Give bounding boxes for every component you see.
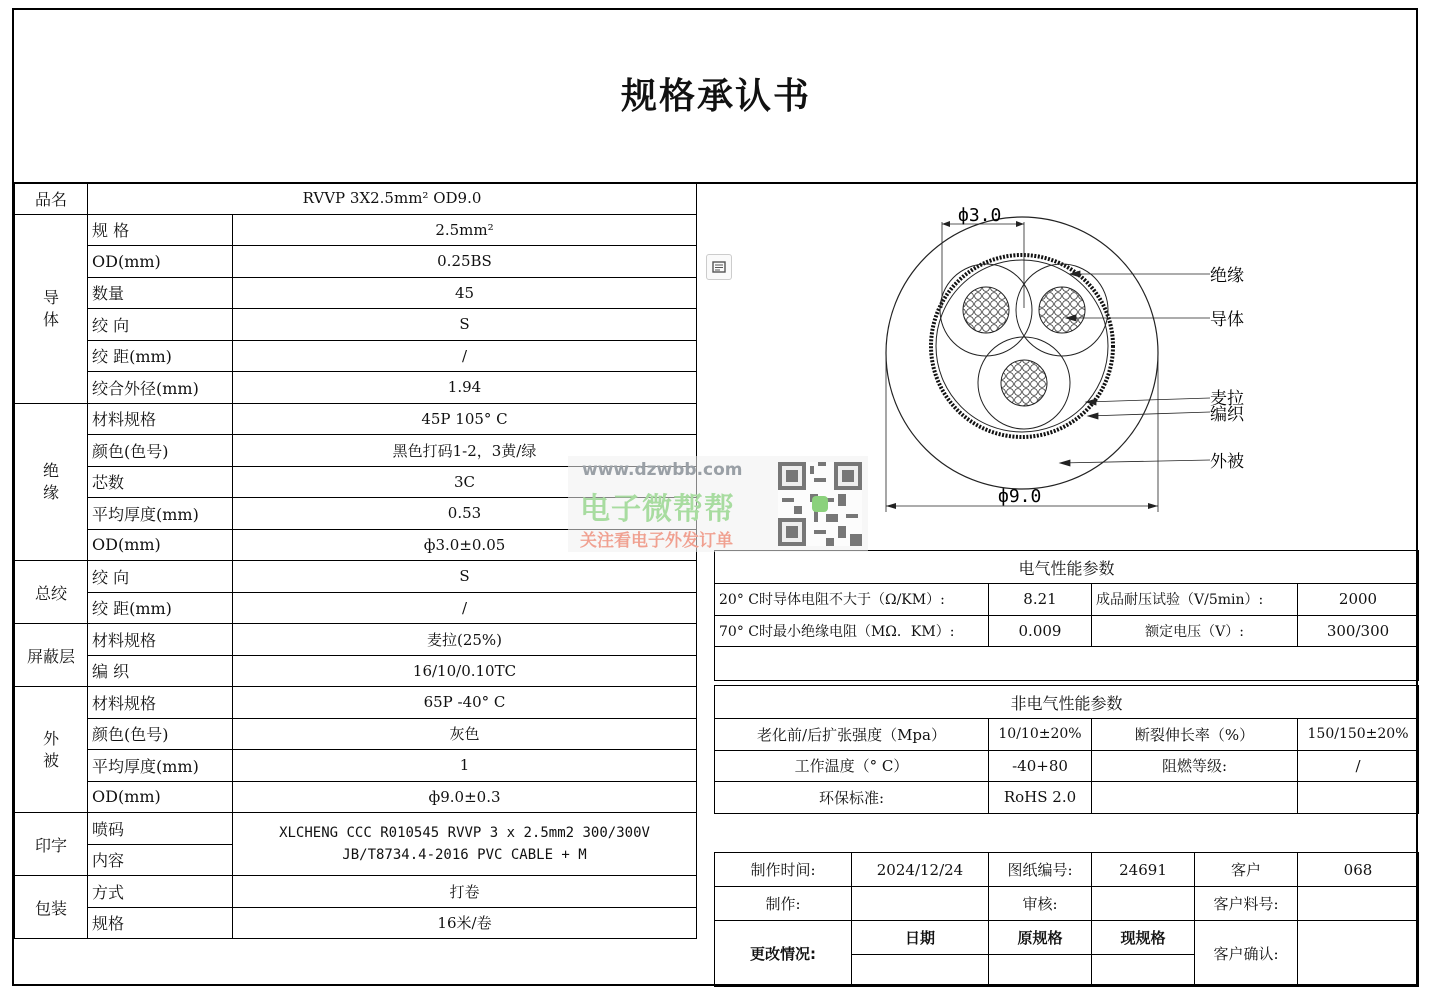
table-row (715, 686, 1419, 719)
row-value: ф3.0±0.05 (233, 529, 697, 561)
outer-jacket-ring (886, 217, 1158, 489)
group-packing: 包装 (15, 876, 88, 939)
watermark-url: www.dzwbb.com (582, 460, 743, 480)
product-value: RVVP 3X2.5mm² OD9.0 (88, 183, 697, 215)
nonelec-label: 断裂伸长率（%） (1092, 719, 1298, 751)
watermark-slogan: 关注看电子外发订单 (580, 531, 733, 551)
row-value: S (233, 309, 697, 341)
elec-value: 8.21 (989, 584, 1092, 616)
table-row (15, 907, 697, 939)
table-row (715, 615, 1419, 647)
crop-frame-icon[interactable] (706, 254, 732, 280)
table-row (15, 655, 697, 687)
row-value: 0.25BS (233, 246, 697, 278)
nonelec-label: 工作温度（° C） (715, 750, 989, 782)
row-label: 绞 距(mm) (88, 592, 233, 624)
change-current (1092, 955, 1195, 987)
page-title: 规格承认书 (620, 75, 811, 117)
drawing-no-label: 图纸编号: (989, 853, 1092, 887)
row-value: 16/10/0.10TC (233, 655, 697, 687)
table-row (15, 813, 697, 845)
row-label: 内容 (88, 844, 233, 876)
nonelec-value: 150/150±20% (1298, 719, 1419, 751)
row-label: 喷码 (88, 813, 233, 845)
row-label: OD(mm) (88, 246, 233, 278)
row-value: 2.5mm² (233, 214, 697, 246)
braid-ring (931, 255, 1113, 437)
row-value: / (233, 340, 697, 372)
change-original (989, 955, 1092, 987)
elec-value: 0.009 (989, 615, 1092, 647)
row-label: 颜色(色号) (88, 435, 233, 467)
make-time-label: 制作时间: (715, 853, 852, 887)
nonelec-value (1298, 782, 1419, 814)
non-electrical-table (714, 685, 1419, 814)
row-label: 绞合外径(mm) (88, 372, 233, 404)
row-label: 规格 (88, 907, 233, 939)
customer-confirm-label: 客户确认: (1195, 921, 1298, 987)
nonelec-value: RoHS 2.0 (989, 782, 1092, 814)
row-value: 打卷 (233, 876, 697, 908)
original-spec-header: 原规格 (989, 921, 1092, 955)
group-shield: 屏蔽层 (15, 624, 88, 687)
electrical-header: 电气性能参数 (715, 551, 1419, 584)
customer-part-value (1298, 887, 1419, 921)
row-value: 3C (233, 466, 697, 498)
customer-value: 068 (1298, 853, 1419, 887)
qr-code-icon (778, 462, 862, 546)
row-value: S (233, 561, 697, 593)
group-printing: 印字 (15, 813, 88, 876)
table-row (15, 277, 697, 309)
row-value: 0.53 (233, 498, 697, 530)
row-label: 绞 向 (88, 561, 233, 593)
date-column-header: 日期 (852, 921, 989, 955)
elec-label: 70° C时最小绝缘电阻（MΩ．KM）: (715, 615, 989, 647)
print-line-1: XLCHENG CCC R010545 RVVP 3 x 2.5mm2 300/300V (279, 825, 650, 841)
row-label: 芯数 (88, 466, 233, 498)
drawing-no-value: 24691 (1092, 853, 1195, 887)
change-label: 更改情况: (715, 921, 852, 987)
core-bottom (978, 337, 1070, 429)
callout-conductor: 导体 (1210, 310, 1244, 330)
table-row (15, 309, 697, 341)
row-value: 黑色打码1-2，3黄/绿 (233, 435, 697, 467)
nonelec-label: 老化前/后扩张强度（Mpa） (715, 719, 989, 751)
reviewer-label: 审核: (989, 887, 1092, 921)
row-label: 材料规格 (88, 403, 233, 435)
table-row (715, 887, 1419, 921)
table-row (715, 719, 1419, 751)
table-row (715, 647, 1419, 681)
table-row (715, 853, 1419, 887)
nonelec-label: 环保标准: (715, 782, 989, 814)
callout-jacket: 外被 (1210, 452, 1244, 472)
row-value: ф9.0±0.3 (233, 781, 697, 813)
row-label: 颜色(色号) (88, 718, 233, 750)
table-row (15, 403, 697, 435)
table-row (15, 592, 697, 624)
maker-value (852, 887, 989, 921)
row-label: 绞 距(mm) (88, 340, 233, 372)
cable-cross-section-diagram (870, 188, 1290, 518)
table-row (715, 921, 1419, 955)
inner-dim-label: ф3.0 (958, 205, 1002, 226)
outer-dim-label: ф9.0 (998, 486, 1042, 507)
watermark (568, 456, 868, 552)
row-label: OD(mm) (88, 781, 233, 813)
row-label: 材料规格 (88, 687, 233, 719)
callout-braid: 编织 (1210, 405, 1244, 425)
spec-table (14, 182, 697, 939)
row-value: 灰色 (233, 718, 697, 750)
table-row (715, 584, 1419, 616)
table-row (715, 782, 1419, 814)
row-value: 16米/卷 (233, 907, 697, 939)
print-content (233, 813, 697, 876)
row-value: 1 (233, 750, 697, 782)
nonelec-value: 10/10±20% (989, 719, 1092, 751)
table-row (15, 561, 697, 593)
table-row (15, 687, 697, 719)
row-value: 65P -40° C (233, 687, 697, 719)
row-value: 45P 105° C (233, 403, 697, 435)
product-label: 品名 (15, 183, 88, 215)
reviewer-value (1092, 887, 1195, 921)
nonelec-value: -40+80 (989, 750, 1092, 782)
table-row (15, 750, 697, 782)
table-row (15, 876, 697, 908)
table-row (715, 551, 1419, 584)
group-twist: 总绞 (15, 561, 88, 624)
elec-label: 20° C时导体电阻不大于（Ω/KM）: (715, 584, 989, 616)
elec-value: 300/300 (1298, 615, 1419, 647)
admin-table (714, 852, 1419, 987)
table-row (715, 750, 1419, 782)
table-row (15, 781, 697, 813)
customer-confirm-value (1298, 921, 1419, 987)
customer-part-label: 客户料号: (1195, 887, 1298, 921)
row-label: OD(mm) (88, 529, 233, 561)
change-date (852, 955, 989, 987)
row-label: 绞 向 (88, 309, 233, 341)
elec-value: 2000 (1298, 584, 1419, 616)
row-value: 1.94 (233, 372, 697, 404)
watermark-name: 电子微帮帮 (580, 492, 735, 527)
row-label: 规 格 (88, 214, 233, 246)
group-insulation: 绝缘 (15, 403, 88, 561)
electrical-table (714, 550, 1419, 681)
nonelec-label (1092, 782, 1298, 814)
row-label: 平均厚度(mm) (88, 750, 233, 782)
nonelec-label: 阻燃等级: (1092, 750, 1298, 782)
maker-label: 制作: (715, 887, 852, 921)
customer-label: 客户 (1195, 853, 1298, 887)
table-row (15, 340, 697, 372)
row-value: / (233, 592, 697, 624)
table-row (15, 372, 697, 404)
group-jacket: 外被 (15, 687, 88, 813)
row-label: 材料规格 (88, 624, 233, 656)
callout-mylar: 麦拉 (1210, 389, 1244, 409)
table-row (15, 214, 697, 246)
table-row (15, 624, 697, 656)
row-value: 麦拉(25%) (233, 624, 697, 656)
core-left (940, 264, 1032, 356)
group-conductor: 导体 (15, 214, 88, 403)
make-time-value: 2024/12/24 (852, 853, 989, 887)
non-electrical-header: 非电气性能参数 (715, 686, 1419, 719)
row-label: 数量 (88, 277, 233, 309)
row-label: 平均厚度(mm) (88, 498, 233, 530)
callout-insulation: 绝缘 (1210, 266, 1244, 286)
table-row (15, 246, 697, 278)
spacer-row (715, 647, 1419, 681)
table-row (15, 183, 697, 215)
row-value: 45 (233, 277, 697, 309)
elec-label: 额定电压（V）: (1092, 615, 1298, 647)
core-right (1016, 264, 1108, 356)
nonelec-value: / (1298, 750, 1419, 782)
current-spec-header: 现规格 (1092, 921, 1195, 955)
table-row (15, 718, 697, 750)
print-line-2: JB/T8734.4-2016 PVC CABLE + M (342, 847, 587, 863)
row-label: 编 织 (88, 655, 233, 687)
elec-label: 成品耐压试验（V/5min）: (1092, 584, 1298, 616)
row-label: 方式 (88, 876, 233, 908)
